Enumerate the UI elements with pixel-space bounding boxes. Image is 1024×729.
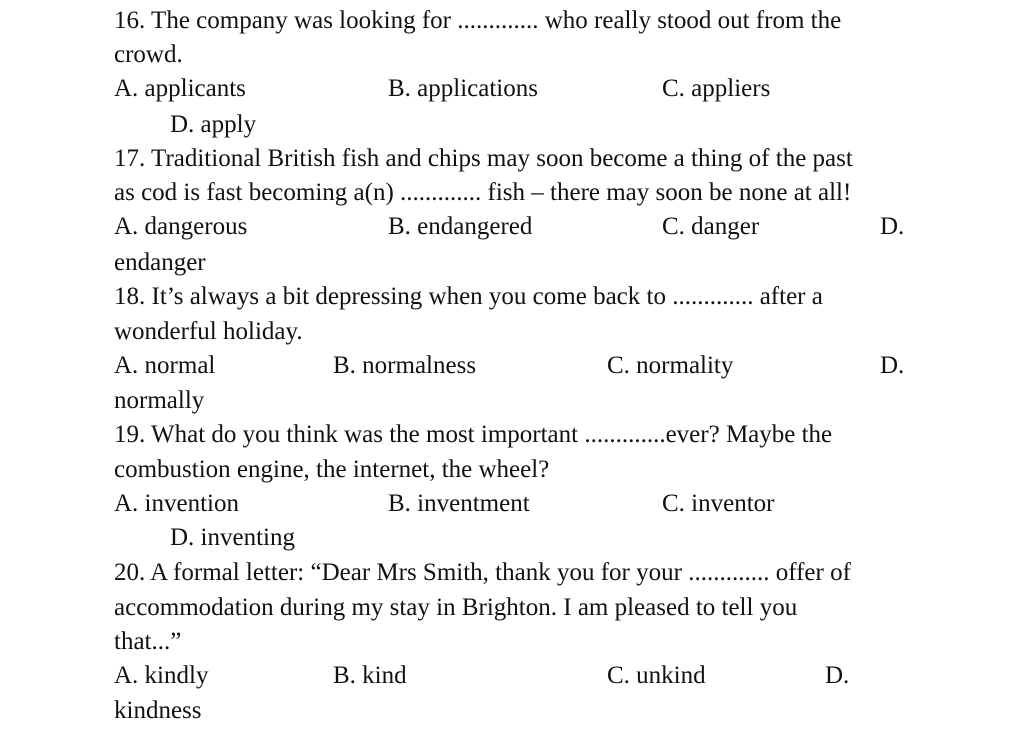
question-18-option-d-text: normally <box>114 387 205 414</box>
question-19-stem-line-1: 19. What do you think was the most important .............ever? Maybe the <box>114 421 833 448</box>
question-20-stem-line-1: 20. A formal letter: “Dear Mrs Smith, thank you for your ............. offer of <box>114 559 851 586</box>
question-20-option-a: A. kindly <box>114 662 209 689</box>
question-19-stem-line-2: combustion engine, the internet, the wheel? <box>114 456 550 483</box>
question-19-option-c: C. inventor <box>662 490 775 517</box>
question-16-option-a: A. applicants <box>114 75 246 102</box>
question-17-stem-line-1: 17. Traditional British fish and chips may soon become a thing of the past <box>114 145 853 172</box>
question-18-option-c: C. normality <box>607 352 734 379</box>
question-20-stem-line-2: accommodation during my stay in Brighton. I am pleased to tell you <box>114 594 798 621</box>
question-18-stem-line-1: 18. It’s always a bit depressing when you come back to ............. after a <box>114 283 823 310</box>
question-19-option-d: D. inventing <box>170 524 295 551</box>
question-16-option-b: B. applications <box>388 75 538 102</box>
question-20-option-c: C. unkind <box>607 662 706 689</box>
question-17-stem-line-2: as cod is fast becoming a(n) ............. fish – there may soon be none at all! <box>114 179 852 206</box>
question-18-option-d-label: D. <box>880 352 905 379</box>
question-19-option-b: B. inventment <box>388 490 530 517</box>
question-18-option-a: A. normal <box>114 352 216 379</box>
question-17-option-b: B. endangered <box>388 213 533 240</box>
question-16-option-c: C. appliers <box>662 75 771 102</box>
question-17-option-c: C. danger <box>662 213 760 240</box>
question-17-option-a: A. dangerous <box>114 213 248 240</box>
question-17-option-d-label: D. <box>880 213 905 240</box>
question-18-stem-line-2: wonderful holiday. <box>114 318 303 345</box>
question-19-option-a: A. invention <box>114 490 239 517</box>
question-16-stem-line-1: 16. The company was looking for ............. who really stood out from the <box>114 7 842 34</box>
question-18-option-b: B. normalness <box>333 352 477 379</box>
question-20-stem-line-3: that...” <box>114 628 182 655</box>
question-20-option-b: B. kind <box>333 662 407 689</box>
question-16-stem-line-2: crowd. <box>114 41 183 68</box>
question-20-option-d-label: D. <box>825 662 850 689</box>
question-16-option-d: D. apply <box>170 111 257 138</box>
question-17-option-d-text: endanger <box>114 249 206 276</box>
question-20-option-d-text: kindness <box>114 697 202 724</box>
